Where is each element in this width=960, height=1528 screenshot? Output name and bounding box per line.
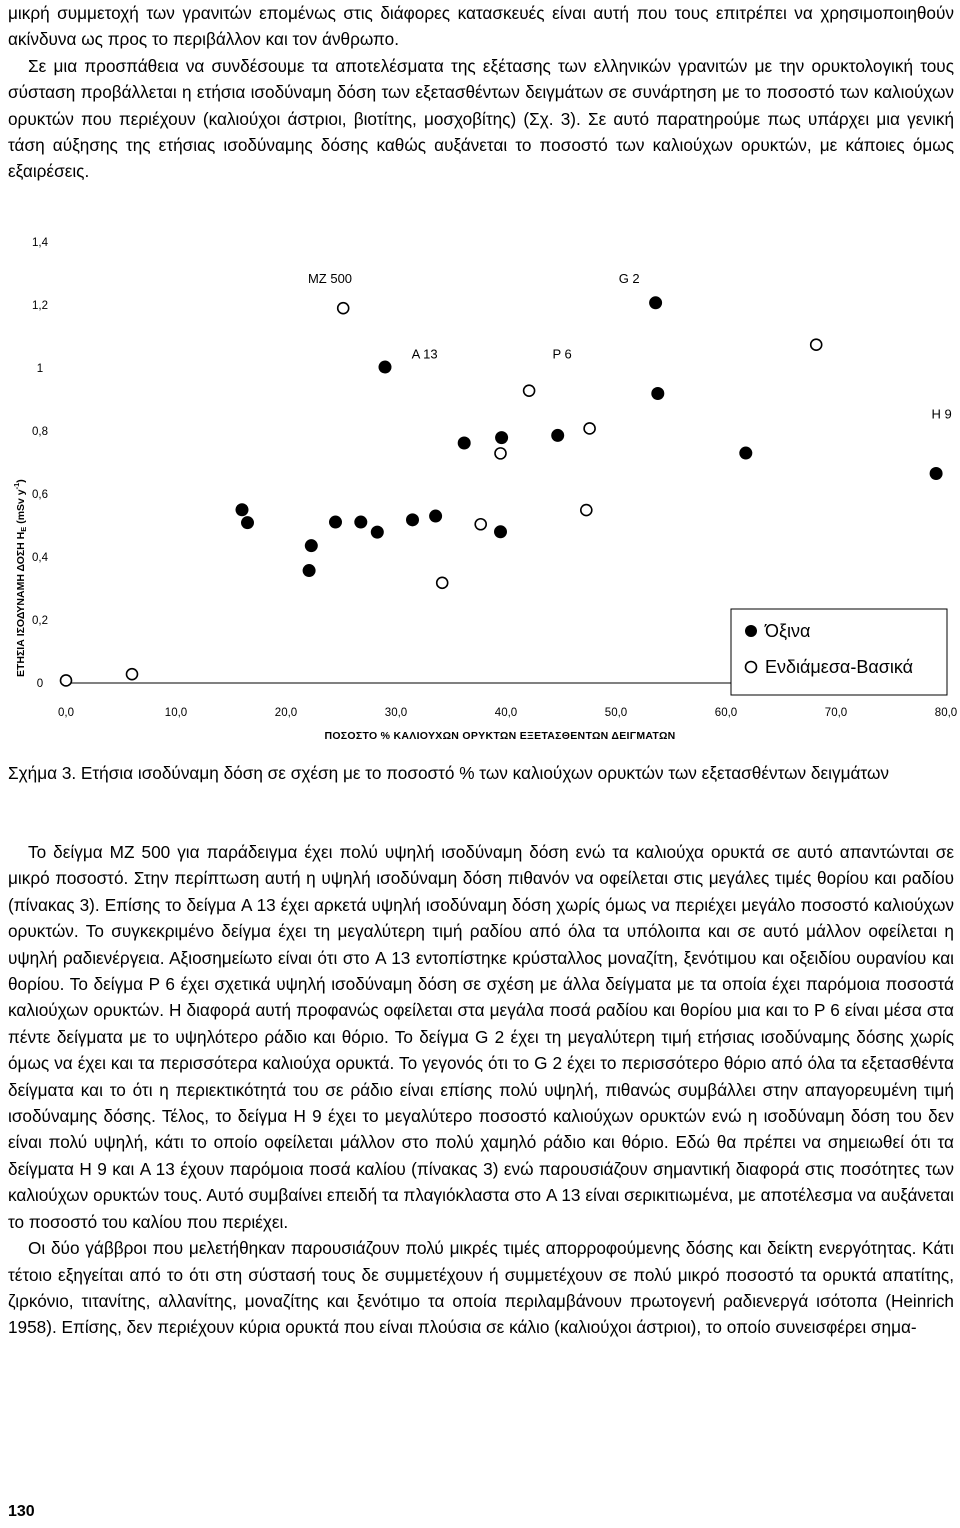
- x-tick-label: 0,0: [58, 707, 74, 719]
- sample-annotation: P 6: [552, 346, 572, 362]
- data-point-acidic: [329, 516, 342, 529]
- data-point-acidic: [649, 296, 662, 309]
- x-tick-label: 80,0: [934, 707, 958, 719]
- data-point-intermediate-basic: [495, 448, 506, 459]
- x-tick-label: 30,0: [384, 707, 408, 719]
- data-point-acidic: [305, 539, 318, 552]
- data-point-intermediate-basic: [524, 385, 535, 396]
- data-point-acidic: [458, 436, 471, 449]
- y-tick-label: 0,2: [32, 615, 48, 627]
- data-point-acidic: [739, 447, 752, 460]
- y-tick-label: 1,2: [32, 300, 48, 312]
- data-point-acidic: [494, 525, 507, 538]
- sample-annotation: G 2: [618, 270, 640, 286]
- data-point-acidic: [406, 513, 419, 526]
- data-point-acidic: [551, 429, 564, 442]
- legend-label-acidic: Όξινα: [765, 621, 811, 641]
- data-point-acidic: [495, 431, 508, 444]
- sample-annotation: MZ 500: [307, 270, 353, 286]
- data-point-intermediate-basic: [475, 519, 486, 530]
- body-text: [8, 839, 954, 1341]
- data-point-acidic: [379, 361, 392, 374]
- legend-marker-acidic: [745, 625, 757, 637]
- legend-label-intermediate-basic: Ενδιάμεσα-Βασικά: [765, 657, 914, 677]
- data-point-acidic: [241, 516, 254, 529]
- page-number: 130: [8, 1503, 35, 1520]
- data-point-intermediate-basic: [811, 339, 822, 350]
- x-tick-label: 20,0: [274, 707, 298, 719]
- figure-3-scatter-chart: [0, 222, 960, 752]
- x-tick-label: 50,0: [604, 707, 628, 719]
- legend-box: [731, 609, 947, 695]
- figure-caption: Σχήμα 3. Ετήσια ισοδύναμη δόση σε σχέση με το ποσοστό % των καλιούχων ορυκτών των εξετασθέντων δειγμάτων: [8, 763, 889, 783]
- x-tick-label: 40,0: [494, 707, 518, 719]
- data-point-intermediate-basic: [584, 423, 595, 434]
- x-tick-label: 60,0: [714, 707, 738, 719]
- data-point-acidic: [651, 387, 664, 400]
- data-point-intermediate-basic: [127, 669, 138, 680]
- x-tick-label: 10,0: [164, 707, 188, 719]
- data-point-intermediate-basic: [61, 675, 72, 686]
- sample-annotation: A 13: [411, 346, 438, 362]
- data-point-intermediate-basic: [437, 577, 448, 588]
- y-tick-label: 1: [36, 363, 44, 375]
- chart-svg: [0, 222, 960, 752]
- y-tick-label: 0: [36, 678, 44, 690]
- y-axis-label: ΕΤΗΣΙΑ ΙΣΟΔΥΝΑΜΗ ΔΟΣΗ HE (mSv $y^{-1}$): [12, 479, 28, 677]
- body-paragraph-1: Το δείγμα MZ 500 για παράδειγμα έχει πολύ υψηλή ισοδύναμη δόση ενώ τα καλιούχα ορυκτά σε αυτό απαντώνται σε μικρό ποσοστό. Στην περίπτωση αυτή η υψηλή ισοδύναμη δόση πιθανόν να οφείλεται στις μεγάλες τιμές θορίου και ραδίου (πίνακας 3). Επίσης το δείγμα A 13 έχει αρκετά υψηλή ισοδύναμη δόση χωρίς όμως να περιέχει μεγάλο ποσοστό καλιούχων ορυκτών. Το συγκεκριμένο δείγμα έχει τη μεγαλύτερη τιμή ραδίου από όλα τα υπόλοιπα και σε αυτό μάλλον οφείλεται η υψηλή ραδιενέργεια. Αξιοσημείωτο είναι ότι στο A 13 εντοπίστηκε κρύσταλλος μοναζίτη, ξενότιμου και οξειδίου ουρανίου και θορίου. Το δείγμα P 6 έχει σχετικά υψηλή ισοδύναμη δόση σε σχέση με άλλα δείγματα με τα οποία έχει παρόμοια ποσοστά καλιούχων ορυκτών. Η διαφορά αυτή προφανώς οφείλεται στα μεγάλα ποσά ραδίου και θορίου μια και το P 6 είναι μέσα στα πέντε δείγματα με το υψηλότερο ράδιο και θόριο. Το δείγμα G 2 έχει τη μεγαλύτερη τιμή ετήσιας ισοδύναμης δόσης χωρίς όμως να έχει και τα περισσότερα καλιούχα ορυκτά. Το γεγονός ότι το G 2 έχει το περισσότερο θόριο από όλα τα εξετασθέντα δείγματα και το ότι η περιεκτικότητά του σε ράδιο είναι επίσης πολύ υψηλή, πιθανώς συμβάλλει στην απαγορευμένη τιμή ισοδύναμης δόσης. Τέλος, το δείγμα H 9 έχει το μεγαλύτερο ποσοστό καλιούχων ορυκτών ενώ η ισοδύναμη δόση του δεν είναι πολύ υψηλή, κάτι το οποίο οφείλεται μάλλον στο πολύ χαμηλό ράδιο και θόριο. Εδώ θα πρέπει να σημειωθεί ότι τα δείγματα H 9 και A 13 έχουν παρόμοια ποσά καλίου (πίνακας 3) ενώ παρουσιάζουν σημαντική διαφορά στις ποσότητες των καλιούχων ορυκτών τους. Αυτό συμβαίνει επειδή τα πλαγιόκλαστα στο A 13 είναι σερικιτιωμένα, με αποτέλεσμα να αυξάνεται το ποσοστό του καλίου που περιέχει.: [8, 842, 954, 1232]
- data-point-acidic: [354, 516, 367, 529]
- x-tick-label: 70,0: [824, 707, 848, 719]
- x-axis-label: ΠΟΣΟΣΤΟ % ΚΑΛΙΟΥΧΩΝ ΟΡΥΚΤΩΝ ΕΞΕΤΑΣΘΕΝΤΩΝ ΔΕΙΓΜΑΤΩΝ: [324, 730, 676, 742]
- data-point-acidic: [303, 564, 316, 577]
- y-tick-label: 0,4: [32, 552, 48, 564]
- data-point-acidic: [429, 510, 442, 523]
- legend-marker-intermediate-basic: [746, 662, 757, 673]
- data-point-acidic: [930, 467, 943, 480]
- data-point-acidic: [371, 526, 384, 539]
- data-point-acidic: [236, 503, 249, 516]
- intro-text: [8, 0, 954, 185]
- intro-paragraph: Σε μια προσπάθεια να συνδέσουμε τα αποτελέσματα της εξέτασης των ελληνικών γρανιτών με την ορυκτολογική τους σύσταση προβάλλεται η ετήσια ισοδύναμη δόση των εξετασθέντων δειγμάτων σε συνάρτηση με το ποσοστό των καλιούχων ορυκτών που περιέχουν (καλιούχοι άστριοι, βιοτίτης, μοσχοβίτης) (Σχ. 3). Σε αυτό παρατηρούμε πως υπάρχει μια γενική τάση αύξησης της ετήσιας ισοδύναμης δόσης καθώς αυξάνεται το ποσοστό των καλιούχων ορυκτών, με κάποιες όμως εξαιρέσεις.: [8, 55, 954, 182]
- data-point-intermediate-basic: [581, 505, 592, 516]
- y-tick-label: 0,8: [32, 426, 48, 438]
- sample-annotation: H 9: [931, 406, 952, 422]
- body-paragraph-2: Οι δύο γάββροι που μελετήθηκαν παρουσιάζουν πολύ μικρές τιμές απορροφούμενης δόσης και δείκτη ενεργότητας. Κάτι τέτοιο εξηγείται από το ότι στη σύστασή τους δε συμμετέχουν ή συμμετέχουν σε πολύ μικρό ποσοστό τα ορυκτά απατίτης, ζιρκόνιο, τιτανίτης, αλλανίτης, μοναζίτης και ξενότιμο τα οποία περιλαμβάνουν πρωτογενή ραδιενεργά ισότοπα (Heinrich 1958). Επίσης, δεν περιέχουν κύρια ορυκτά που είναι πλούσια σε κάλιο (καλιούχοι άστριοι), το οποίο συνεισφέρει σημα-: [8, 1238, 954, 1338]
- chart-legend: [731, 609, 947, 695]
- intro-line: μικρή συμμετοχή των γρανιτών επομένως στις διάφορες κατασκευές είναι αυτή που τους επιτρέπει να χρησιμοποιηθούν ακίνδυνα ως προς το περιβάλλον και τον άνθρωπο.: [8, 3, 954, 50]
- y-tick-label: 0,6: [32, 489, 48, 501]
- data-point-intermediate-basic: [338, 303, 349, 314]
- y-tick-label: 1,4: [32, 237, 48, 249]
